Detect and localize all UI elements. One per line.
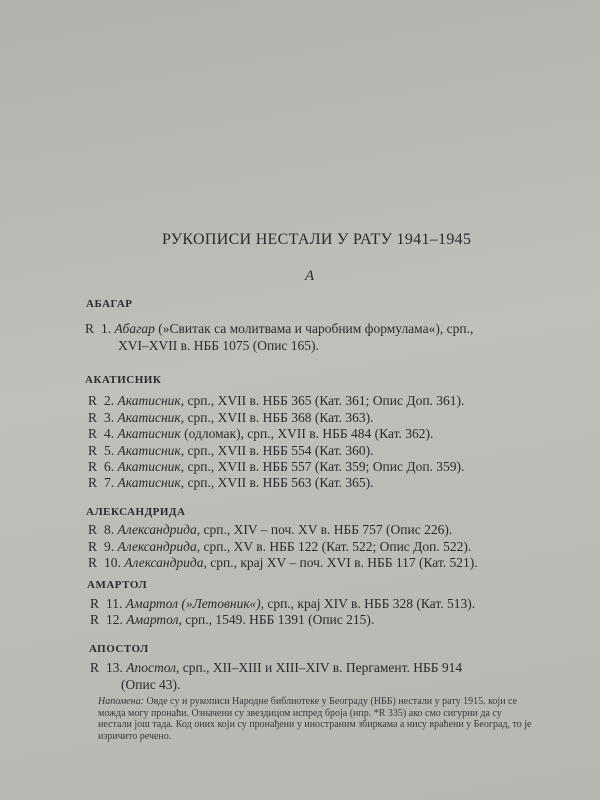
- entry-3: R 3. Акатисник, срп., XVII в. НББ 368 (Кат. 363).: [88, 410, 374, 425]
- section-heading-akatisnik: АКАТИСНИК: [85, 374, 162, 386]
- entry-7: R 7. Акатисник, срп., XVII в. НББ 563 (Кат. 365).: [88, 475, 374, 490]
- section-heading-abagar: АБАГАР: [86, 298, 133, 310]
- entry-4: R 4. Акатисник (одломак), срп., XVII в. НББ 484 (Кат. 362).: [88, 426, 434, 441]
- entry-5: R 5. Акатисник, срп., XVII в. НББ 554 (Кат. 360).: [88, 443, 374, 458]
- footnote-label: Напомена:: [98, 696, 144, 707]
- page-title: РУКОПИСИ НЕСТАЛИ У РАТУ 1941–1945: [162, 231, 472, 248]
- footnote-text: Овде су и рукописи Народне библиотеке у Београду (НББ) нестали у рату 1915. који се можда могу пронаћи. Означени су звездицом испред броја (нпр. *R 335) ако смо сигурни да су нестали још тада. Код оних који су пронађени у иностраним збиркама а нису враћени у Београд, то је изричито речено.: [98, 696, 532, 742]
- entry-6: R 6. Акатисник, срп., XVII в. НББ 557 (Кат. 359; Опис Доп. 359).: [88, 459, 465, 474]
- section-heading-aleksandrida: АЛЕКСАНДРИДА: [86, 506, 186, 518]
- entry-10: R 10. Александрида, срп., крај XV – поч. XVI в. НББ 117 (Кат. 521).: [88, 555, 478, 570]
- entry-13-continuation: (Опис 43).: [121, 677, 181, 692]
- section-heading-amartol: АМАРТОЛ: [87, 579, 148, 591]
- entry-1: R 1. Абагар (»Свитак са молитвама и чаробним формулама«), срп.,: [85, 321, 474, 336]
- entry-12: R 12. Амартол, срп., 1549. НББ 1391 (Опис 215).: [90, 612, 375, 627]
- entry-11: R 11. Амартол (»Летовник«), срп., крај XIV в. НББ 328 (Кат. 513).: [90, 596, 476, 611]
- entry-13: R 13. Апостол, срп., XII–XIII и XIII–XIV в. Пергамент. НББ 914: [90, 660, 463, 675]
- entry-8: R 8. Александрида, срп., XIV – поч. XV в. НББ 757 (Опис 226).: [88, 522, 453, 537]
- section-heading-apostol: АПОСТОЛ: [89, 643, 149, 655]
- entry-9: R 9. Александрида, срп., XV в. НББ 122 (Кат. 522; Опис Доп. 522).: [88, 539, 472, 554]
- footnote: [98, 696, 538, 742]
- entry-1-continuation: XVI–XVII в. НББ 1075 (Опис 165).: [118, 338, 319, 353]
- section-letter: А: [305, 268, 315, 284]
- entry-2: R 2. Акатисник, срп., XVII в. НББ 365 (Кат. 361; Опис Доп. 361).: [88, 393, 465, 408]
